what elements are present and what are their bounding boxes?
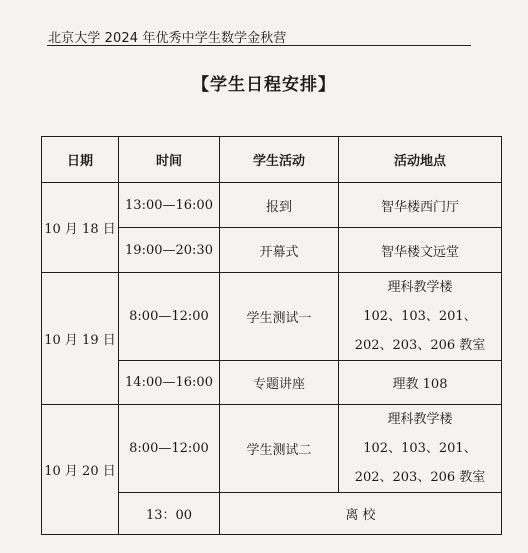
location-line: 202、203、206 教室 — [354, 338, 486, 353]
location-cell: 智华楼西门厅 — [339, 183, 502, 228]
location-cell — [339, 405, 502, 493]
location-cell: 理教 108 — [339, 361, 502, 405]
location-line: 202、203、206 教室 — [354, 470, 486, 485]
time-cell: 8:00—12:00 — [119, 273, 220, 361]
location-line: 102、103、201、 — [363, 309, 477, 324]
activity-cell: 报到 — [220, 183, 339, 228]
activity-cell: 离 校 — [220, 493, 502, 535]
activity-cell: 学生测试二 — [220, 405, 339, 493]
location-line: 102、103、201、 — [363, 441, 477, 456]
header-row — [42, 137, 502, 183]
column-header-date: 日期 — [42, 137, 119, 183]
location-cell — [339, 273, 502, 361]
page-title: 【学生日程安排】 — [192, 75, 336, 95]
table-row — [42, 273, 502, 361]
location-line: 理科教学楼 — [387, 280, 453, 295]
schedule-table — [41, 136, 502, 535]
column-header-time: 时间 — [119, 137, 220, 183]
activity-cell: 专题讲座 — [220, 361, 339, 405]
time-cell: 14:00—16:00 — [119, 361, 220, 405]
date-cell: 10 月 18 日 — [42, 183, 119, 273]
time-cell: 19:00—20:30 — [119, 228, 220, 273]
column-header-location: 活动地点 — [339, 137, 502, 183]
date-cell: 10 月 19 日 — [42, 273, 119, 405]
table-row — [42, 183, 502, 228]
header-rule — [47, 45, 471, 46]
time-cell: 13：00 — [119, 493, 220, 535]
activity-cell: 开幕式 — [220, 228, 339, 273]
table-row — [42, 405, 502, 493]
location-cell: 智华楼文远堂 — [339, 228, 502, 273]
activity-cell: 学生测试一 — [220, 273, 339, 361]
location-line: 理科教学楼 — [387, 412, 453, 427]
document-header: 北京大学 2024 年优秀中学生数学金秋营 — [48, 31, 287, 46]
date-cell: 10 月 20 日 — [42, 405, 119, 535]
time-cell: 8:00—12:00 — [119, 405, 220, 493]
time-cell: 13:00—16:00 — [119, 183, 220, 228]
column-header-activity: 学生活动 — [220, 137, 339, 183]
